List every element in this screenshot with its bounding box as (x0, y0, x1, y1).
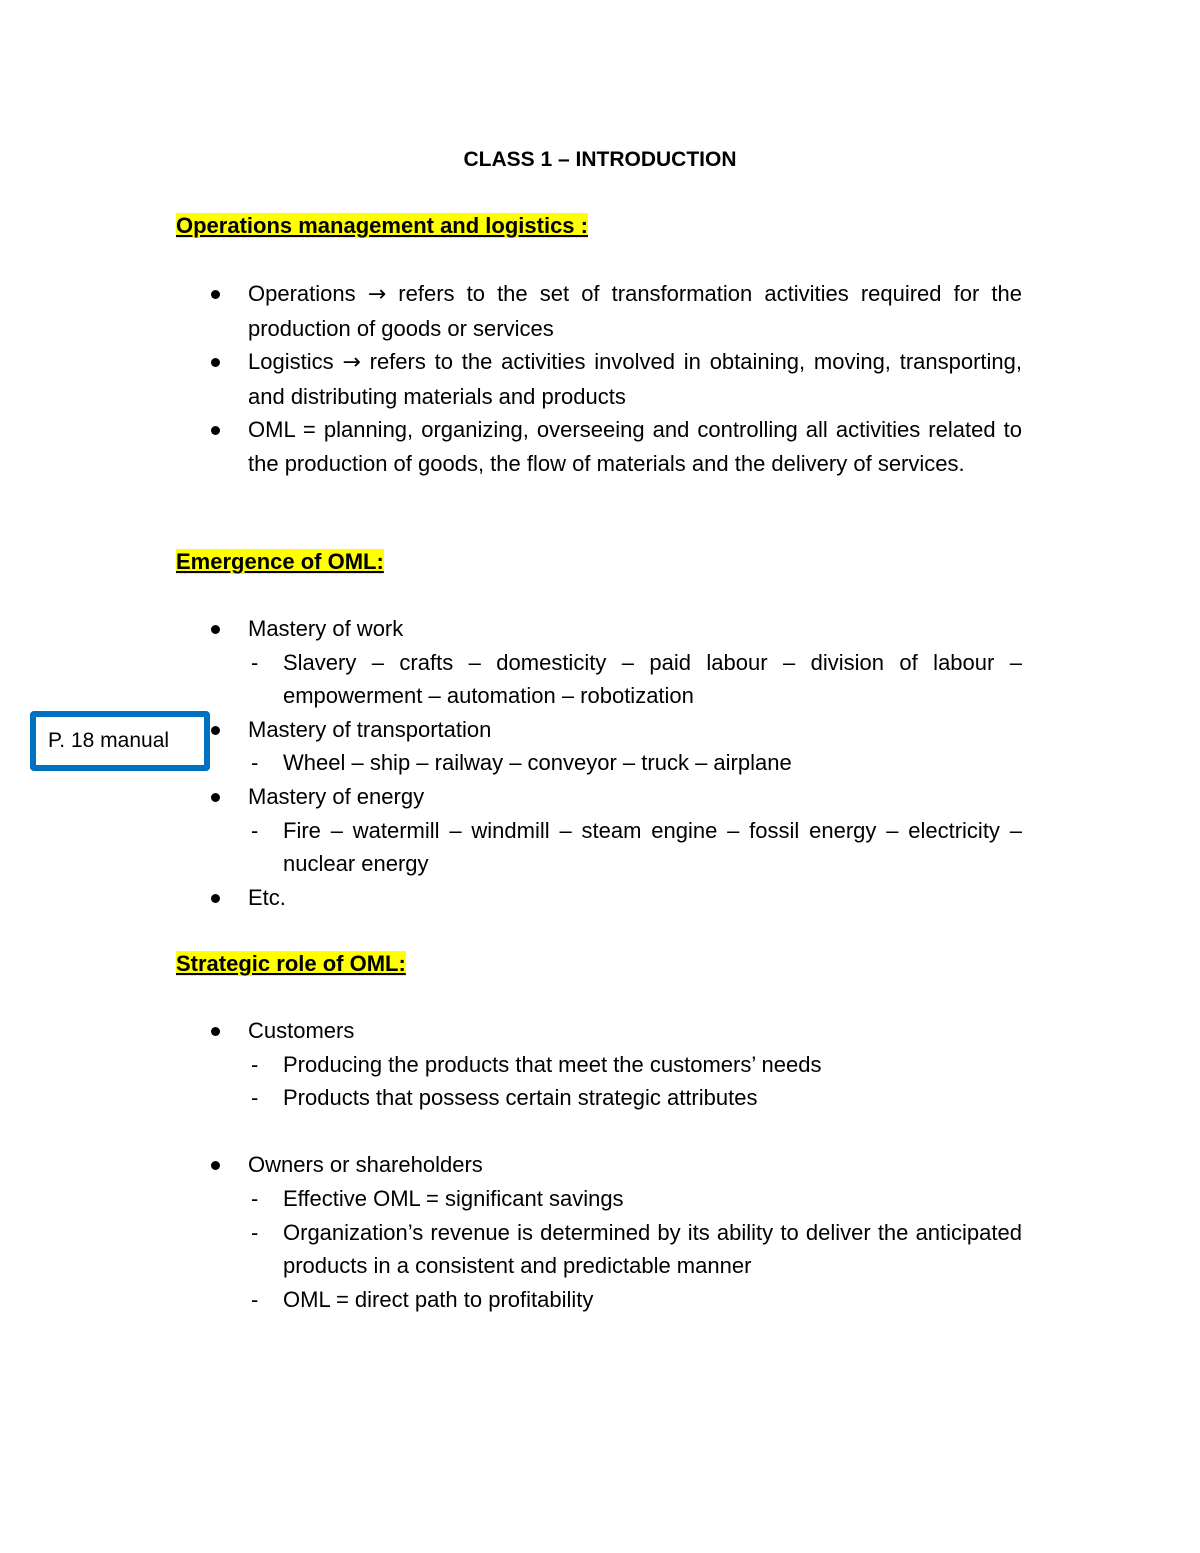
item-text: Etc. (248, 884, 286, 910)
sub-item-text: Effective OML = significant savings (283, 1185, 624, 1211)
page-reference-callout: P. 18 manual (30, 711, 210, 771)
bullet-icon (211, 1161, 220, 1170)
list-item (176, 277, 1022, 345)
bullet-icon (211, 1027, 220, 1036)
sub-item-text: Producing the products that meet the customers’ needs (283, 1051, 822, 1077)
dash-marker: - (251, 1085, 259, 1111)
sub-item (176, 814, 1022, 881)
dash-marker: - (251, 750, 259, 776)
sub-item-text: Products that possess certain strategic attributes (283, 1085, 758, 1111)
list-item (176, 345, 1022, 413)
section-heading-text: Operations management and logistics : (176, 213, 588, 238)
section-heading-text: Strategic role of OML: (176, 951, 406, 976)
section-heading-text: Emergence of OML: (176, 549, 384, 574)
sub-item-text: Slavery – crafts – domesticity – paid labour – division of labour – empowerment – automation – robotization (283, 649, 1022, 709)
bullet-icon (211, 793, 220, 802)
bullet-icon (211, 290, 220, 299)
sub-item (176, 1182, 1022, 1216)
sub-item (176, 746, 1022, 780)
dash-marker: - (251, 649, 259, 675)
sub-item (176, 646, 1022, 713)
dash-marker: - (251, 1051, 259, 1077)
dash-marker: - (251, 817, 259, 843)
bullet-icon (211, 358, 220, 367)
list-item (176, 1014, 1022, 1048)
sub-item (176, 1048, 1022, 1082)
section-heading-oml (176, 211, 588, 241)
item-text: refers to the set of transformation activities required for the production of goods or services (248, 281, 1022, 341)
item-text: Mastery of energy (248, 783, 425, 809)
bullet-icon (211, 726, 220, 735)
list-item (176, 713, 1022, 747)
list-item (176, 413, 1022, 480)
sub-item-text: OML = direct path to profitability (283, 1286, 594, 1312)
item-term: Logistics (248, 349, 334, 375)
sub-item-text: Wheel – ship – railway – conveyor – truck – airplane (283, 750, 792, 776)
strategic-role-list (176, 1014, 1022, 1316)
section-heading-emergence (176, 547, 384, 577)
item-text: refers to the activities involved in obtaining, moving, transporting, and distributing materials and products (248, 349, 1022, 409)
section-heading-strategic-role (176, 949, 406, 979)
bullet-icon (211, 426, 220, 435)
item-text: Mastery of work (248, 616, 404, 641)
sub-item (176, 1081, 1022, 1115)
bullet-icon (211, 894, 220, 903)
dash-marker: - (251, 1286, 259, 1312)
sub-item (176, 1283, 1022, 1317)
list-spacer (176, 1115, 1022, 1149)
dash-marker: - (251, 1185, 259, 1211)
page-title: CLASS 1 – INTRODUCTION (463, 148, 737, 171)
emergence-list (176, 612, 1022, 914)
dash-marker: - (251, 1219, 259, 1245)
sub-item-text: Fire – watermill – windmill – steam engine – fossil energy – electricity – nuclear energy (283, 817, 1022, 877)
bullet-icon (211, 625, 220, 634)
list-item (176, 612, 1022, 646)
arrow-right-icon: → (367, 282, 387, 307)
item-term: Operations (248, 281, 356, 306)
item-text: Owners or shareholders (248, 1152, 483, 1178)
item-text: OML = planning, organizing, overseeing and controlling all activities related to the production of goods, the flow of materials and the delivery of services. (248, 417, 1022, 476)
item-text: Mastery of transportation (248, 716, 492, 742)
oml-definition-list (176, 277, 1022, 481)
list-item (176, 881, 1022, 915)
sub-item-text: Organization’s revenue is determined by its ability to deliver the anticipated products in a consistent and predictable manner (283, 1219, 1022, 1279)
list-item (176, 780, 1022, 814)
arrow-right-icon: → (342, 350, 361, 376)
list-item (176, 1148, 1022, 1182)
item-text: Customers (248, 1018, 355, 1043)
sub-item (176, 1216, 1022, 1283)
